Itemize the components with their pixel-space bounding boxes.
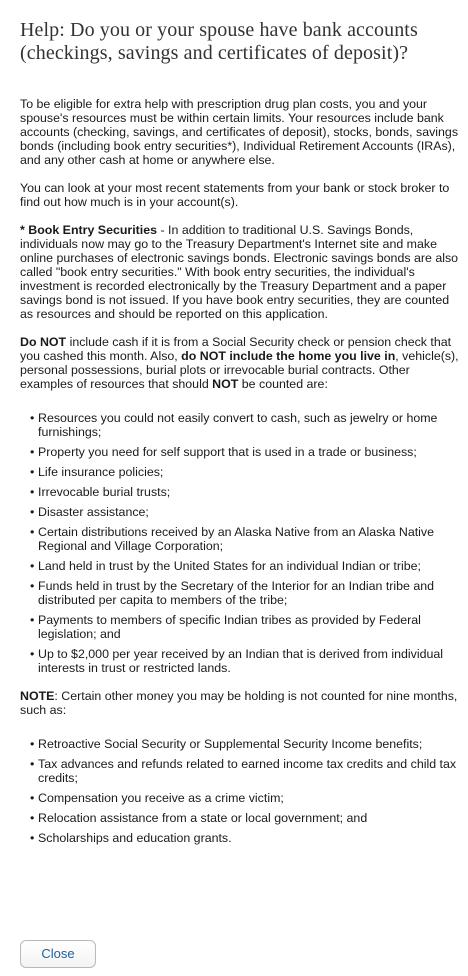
note-text: : Certain other money you may be holding is not counted for nine months, such as:	[20, 689, 458, 717]
excluded-resources-list	[30, 411, 464, 675]
list-item: • Irrevocable burial trusts;	[30, 485, 464, 499]
list-item: • Resources you could not easily convert to cash, such as jewelry or home furnishings;	[30, 411, 464, 439]
list-item: • Property you need for self support that is used in a trade or business;	[30, 445, 464, 459]
help-body	[20, 97, 464, 859]
list-item: • Payments to members of specific Indian tribes as provided by Federal legislation; and	[30, 613, 464, 641]
book-entry-paragraph	[20, 223, 464, 321]
nine-month-list	[30, 737, 464, 845]
intro-paragraph: To be eligible for extra help with prescription drug plan costs, you and your spouse's resources must be within certain limits. Your resources include bank accounts (checking, savings, and certificates of deposit), stocks, bonds, savings bonds (including book entry securities*), Individual Retirement Accounts (IRAs), and any other cash at home or anywhere else.	[20, 97, 459, 167]
home-exclusion-emphasis: do NOT include the home you live in	[181, 349, 396, 363]
close-button[interactable]: Close	[20, 940, 96, 968]
list-item: • Retroactive Social Security or Supplemental Security Income benefits;	[30, 737, 464, 751]
do-not-paragraph	[20, 335, 464, 391]
not-emphasis: NOT	[212, 377, 239, 391]
list-item: • Funds held in trust by the Secretary of the Interior for an Indian tribe and distributed per capita to members of the tribe;	[30, 579, 464, 607]
list-item: • Disaster assistance;	[30, 505, 464, 519]
list-item: • Certain distributions received by an Alaska Native from an Alaska Native Regional and Village Corporation;	[30, 525, 464, 553]
list-item: • Compensation you receive as a crime victim;	[30, 791, 464, 805]
list-item: • Tax advances and refunds related to earned income tax credits and child tax credits;	[30, 757, 464, 785]
list-item: • Scholarships and education grants.	[30, 831, 464, 845]
list-item: • Land held in trust by the United States for an individual Indian or tribe;	[30, 559, 464, 573]
list-item: • Relocation assistance from a state or local government; and	[30, 811, 464, 825]
help-title: Help: Do you or your spouse have bank accounts (checkings, savings and certificates of deposit)?	[20, 19, 418, 64]
book-entry-label: * Book Entry Securities	[20, 223, 158, 237]
note-label: NOTE	[20, 689, 55, 703]
do-not-text: include cash if it is from a Social Security check or pension check that you cashed this month. Also,	[20, 335, 452, 363]
note-paragraph	[20, 689, 464, 717]
list-item: • Life insurance policies;	[30, 465, 464, 479]
book-entry-text: - In addition to traditional U.S. Savings Bonds, individuals now may go to the Treasury Department's Internet site and make online purchases of electronic savings bonds. Electronic savings bonds are also called "book entry securities." With book entry securities, the individual's investment is recorded electronically by the Treasury Department and a paper savings bond is not issued. If you have book entry securities, they are counted as resources and should be reported on this application.	[20, 223, 459, 321]
counted-text: be counted are:	[238, 377, 328, 391]
do-not-emphasis: Do NOT	[20, 335, 67, 349]
statements-paragraph: You can look at your most recent statements from your bank or stock broker to find out how much is in your account(s).	[20, 181, 450, 209]
possessions-text: , vehicle(s), personal possessions, burial plots or irrevocable burial contracts. Other examples of resources that should	[20, 349, 459, 391]
list-item: • Up to $2,000 per year received by an Indian that is derived from individual interests in trust or restricted lands.	[30, 647, 464, 675]
